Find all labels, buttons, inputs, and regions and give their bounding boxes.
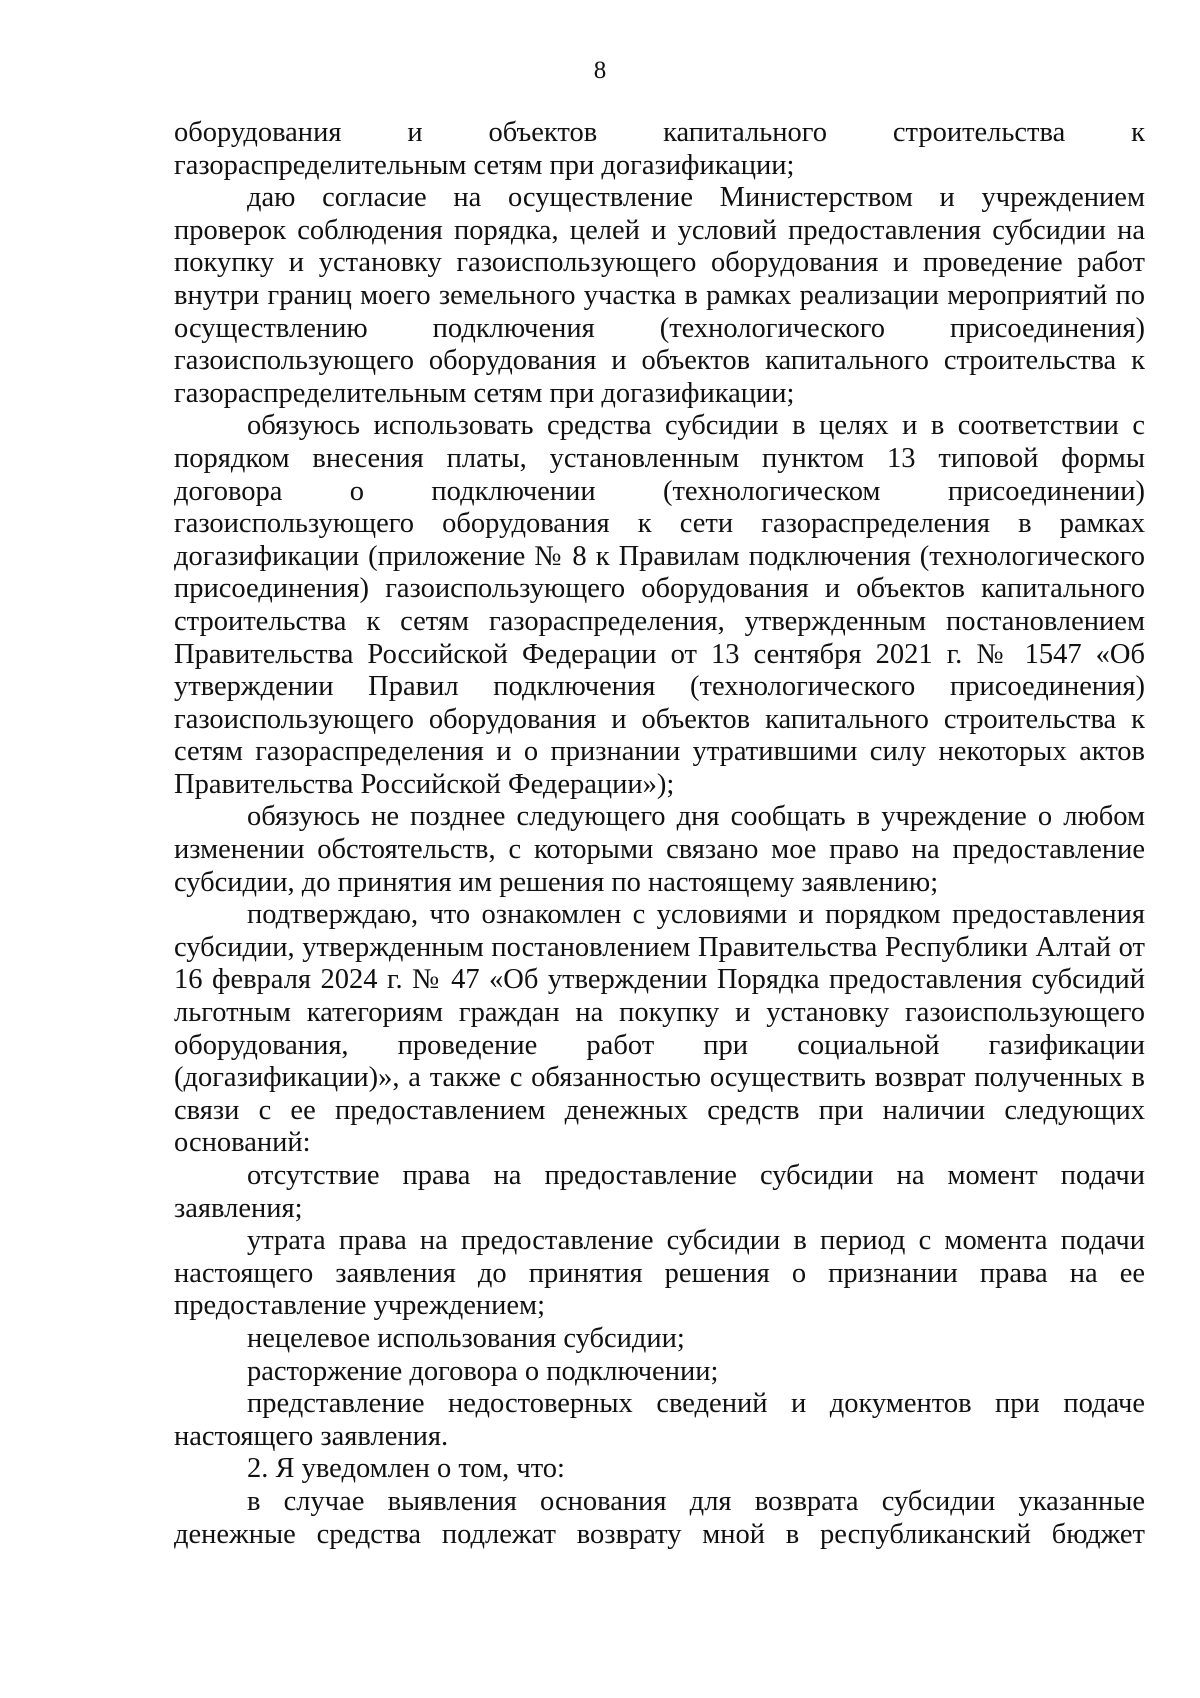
paragraph-ground-loss-of-right: утрата права на предоставление субсидии в период с момента подачи настоящего заявления до принятия решения о признании права на ее предоставление учреждением; — [174, 1225, 1145, 1322]
paragraph-section-2-heading: 2. Я уведомлен о том, что: — [247, 1453, 565, 1485]
paragraph-ground-false-info: представление недостоверных сведений и документов при подаче настоящего заявления. — [174, 1388, 1145, 1452]
document-body — [174, 117, 1145, 1551]
page-number: 8 — [593, 57, 607, 84]
paragraph-use-of-funds: обязуюсь использовать средства субсидии в целях и в соответствии с порядком внесения платы, установленным пунктом 13 типовой формы договора о подключении (технологическом присоединении) газоиспользующего оборудования к сети газораспределения в рамках догазификации (приложение № 8 к Правилам подключения (технологического присоединения) газоиспользующего оборудования и объектов капитального строительства к сетям газораспределения, утвержденным постановлением Правительства Российской Федерации от 13 сентября 2021 г. № 1547 «Об утверждении Правил подключения (технологического присоединения) газоиспользующего оборудования и объектов капитального строительства к сетям газораспределения и о признании утратившими силу некоторых актов Правительства Российской Федерации»); — [174, 410, 1145, 800]
paragraph-acknowledgement: подтверждаю, что ознакомлен с условиями и порядком предоставления субсидии, утвержденным постановлением Правительства Республики Алтай от 16 февраля 2024 г. № 47 «Об утверждении Порядка предоставления субсидий льготным категориям граждан на покупку и установку газоиспользующего оборудования, проведение работ при социальной газификации (догазификации)», а также с обязанностью осуществить возврат полученных в связи с ее предоставлением денежных средств при наличии следующих оснований: — [174, 899, 1145, 1159]
paragraph-ground-termination: расторжение договора о подключении; — [247, 1355, 719, 1387]
paragraph-continuation: оборудования и объектов капитального строительства к газораспределительным сетям при догазификации; — [174, 117, 1145, 181]
paragraph-ground-misuse: нецелевое использования субсидии; — [247, 1322, 685, 1354]
paragraph-consent-inspections: даю согласие на осуществление Министерством и учреждением проверок соблюдения порядка, целей и условий предоставления субсидии на покупку и установку газоиспользующего оборудования и проведение работ внутри границ моего земельного участка в рамках реализации мероприятий по осуществлению подключения (технологического присоединения) газоиспользующего оборудования и объектов капитального строительства к газораспределительным сетям при догазификации; — [174, 182, 1145, 409]
paragraph-notify-changes: обязуюсь не позднее следующего дня сообщать в учреждение о любом изменении обстоятельств, с которыми связано мое право на предоставление субсидии, до принятия им решения по настоящему заявлению; — [174, 801, 1145, 898]
paragraph-ground-no-right: отсутствие права на предоставление субсидии на момент подачи заявления; — [174, 1160, 1145, 1224]
paragraph-refund-notice: в случае выявления основания для возврата субсидии указанные денежные средства подлежат возврату мной в республиканский бюджет — [174, 1485, 1145, 1550]
